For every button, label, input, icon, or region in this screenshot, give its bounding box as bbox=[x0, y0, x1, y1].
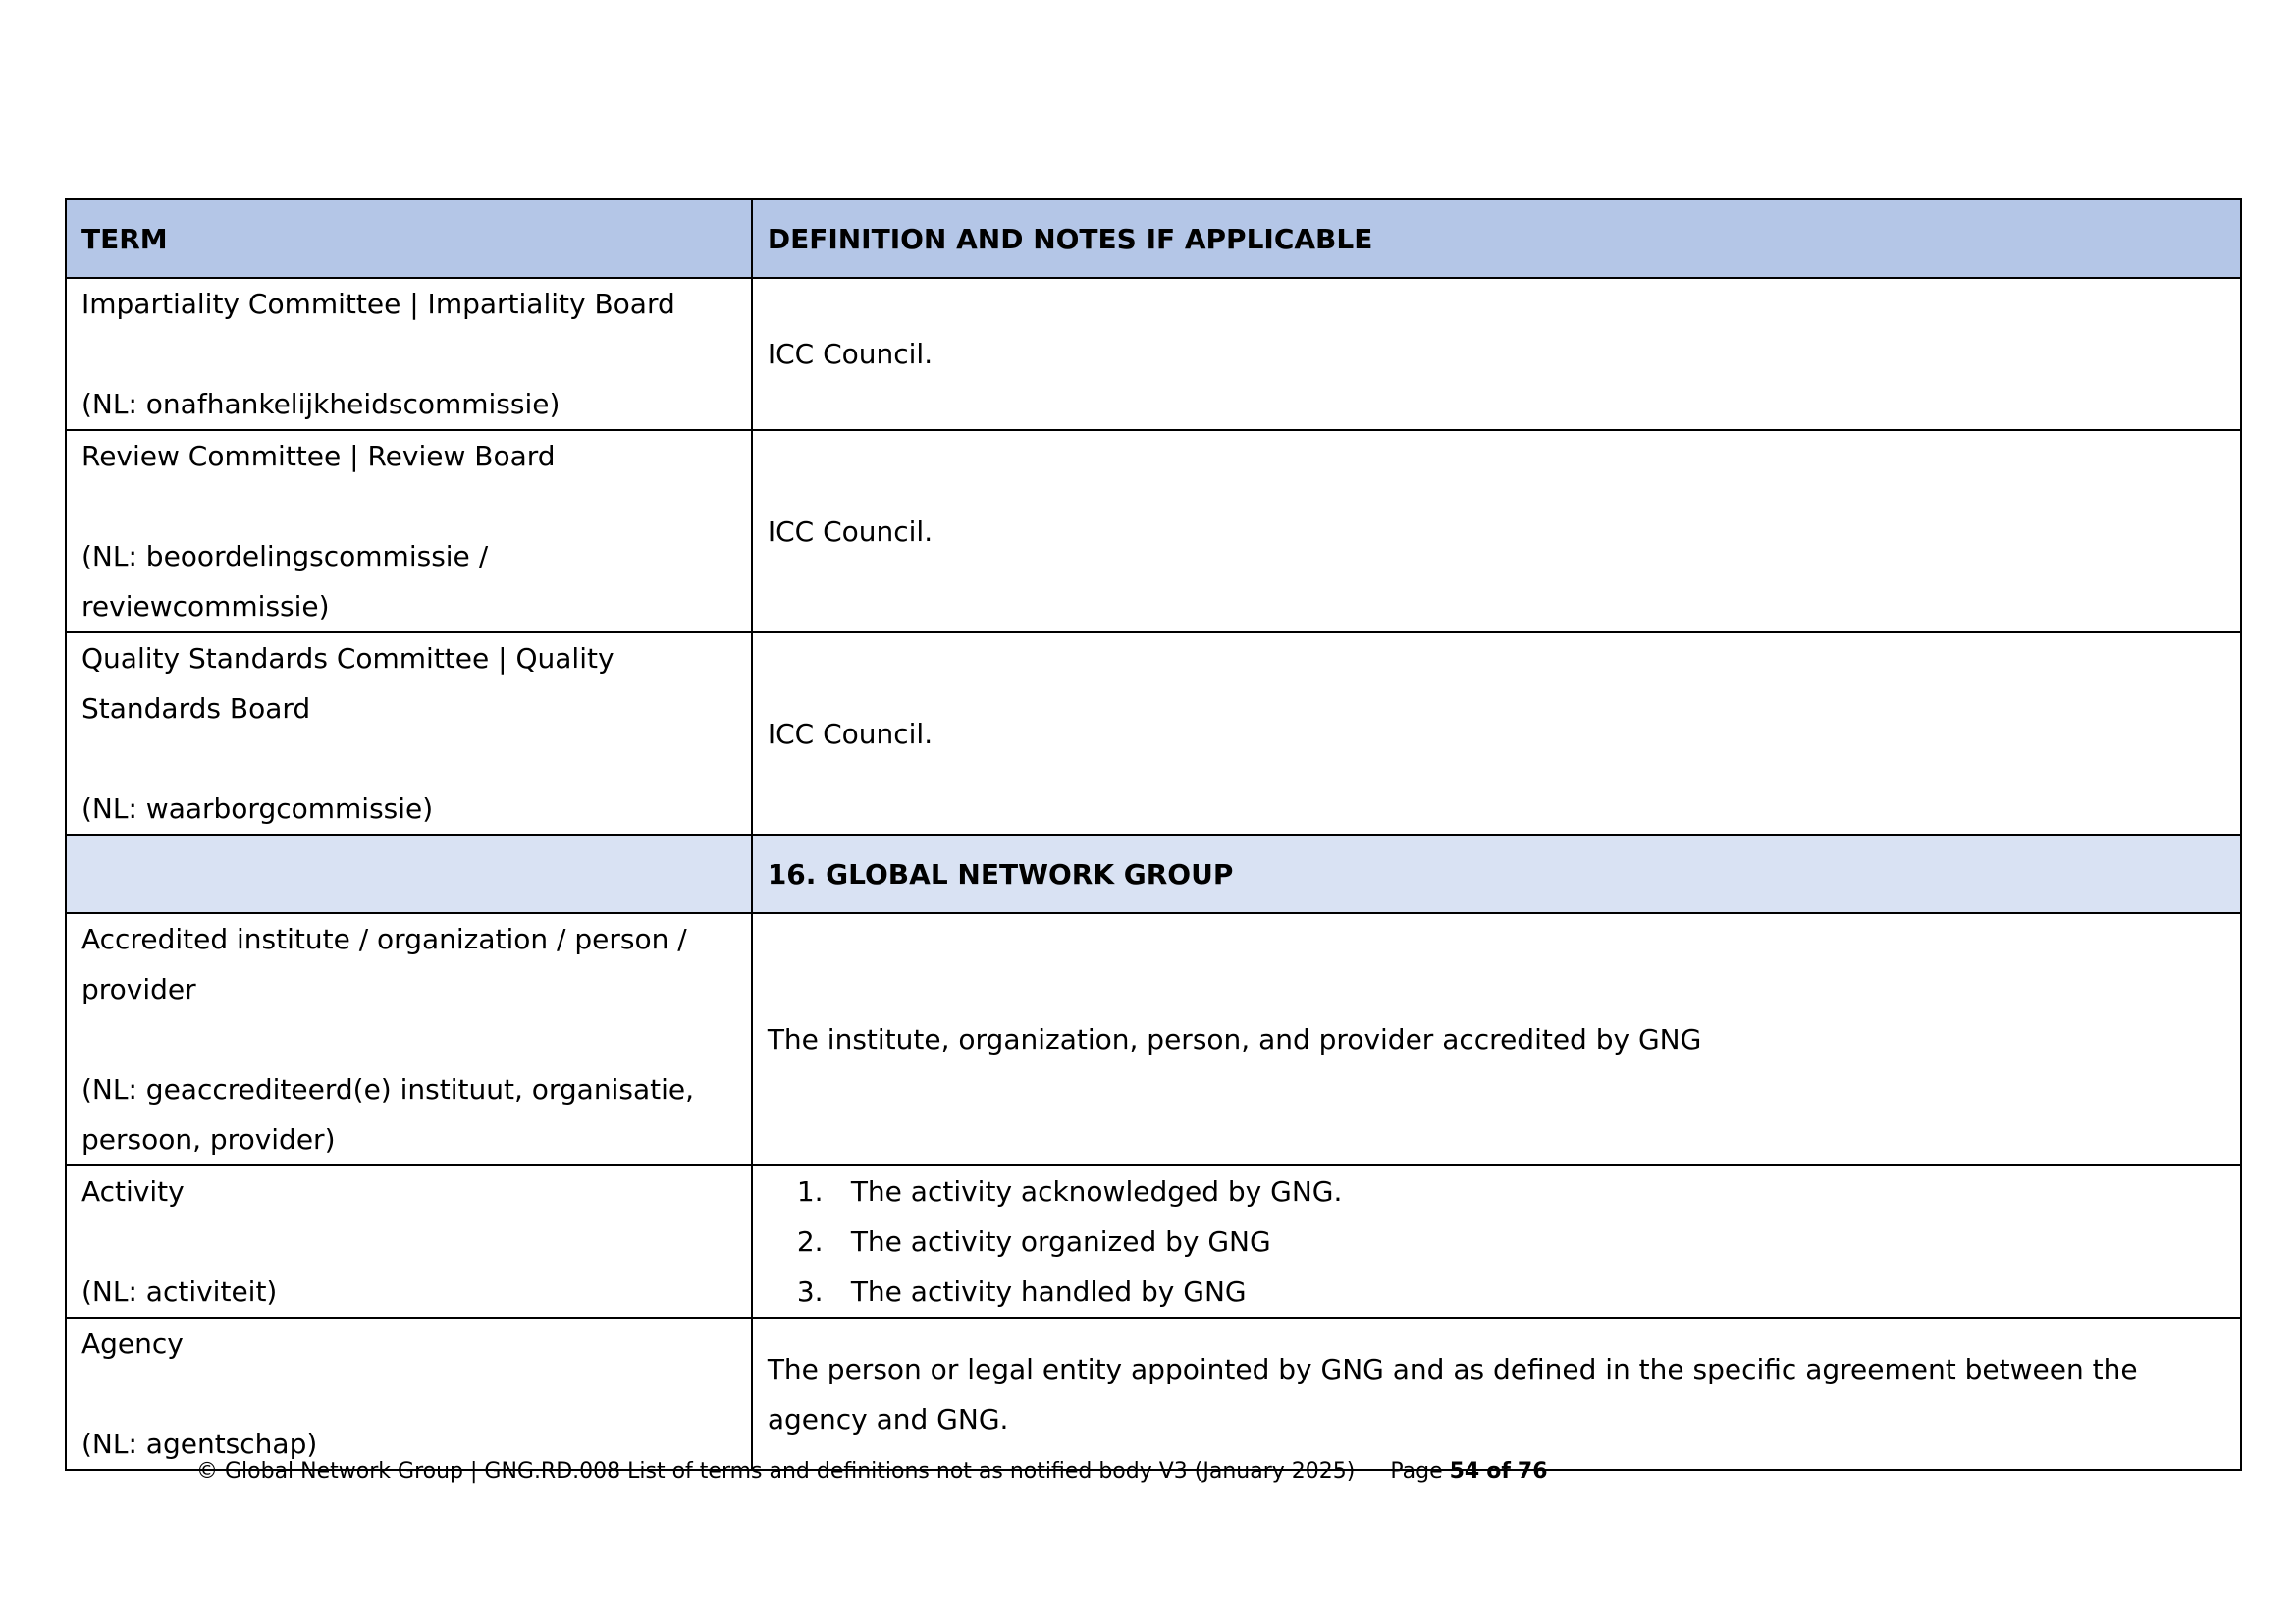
definition-cell: ICC Council. bbox=[752, 632, 2241, 835]
term-nl-cont: persoon, provider) bbox=[81, 1123, 336, 1156]
term-nl: (NL: beoordelingscommissie / reviewcommissie) bbox=[81, 540, 489, 623]
definition-cell bbox=[752, 1165, 2241, 1318]
footer-text: © Global Network Group | GNG.RD.008 List of terms and definitions not as notified body V3 (January 2025) bbox=[196, 1459, 1356, 1484]
term-text: Review Committee | Review Board bbox=[81, 440, 556, 472]
page-footer bbox=[196, 1459, 1548, 1484]
header-term: TERM bbox=[66, 199, 752, 278]
table-row bbox=[66, 1318, 2241, 1470]
definition-cell: ICC Council. bbox=[752, 278, 2241, 430]
definition-text-cont: agency and GNG. bbox=[767, 1402, 1009, 1435]
definition-text: The person or legal entity appointed by GNG and as defined in the specific agreement between the bbox=[767, 1352, 2138, 1385]
terms-table bbox=[65, 198, 2242, 1471]
page-total: 76 bbox=[1517, 1459, 1548, 1484]
page-current: 54 bbox=[1449, 1459, 1480, 1484]
term-cell bbox=[66, 913, 752, 1165]
definition-list bbox=[768, 1166, 2225, 1317]
term-text: Activity bbox=[81, 1175, 185, 1208]
term-cell bbox=[66, 278, 752, 430]
table-row bbox=[66, 278, 2241, 430]
list-item: 3. The activity handled by GNG bbox=[796, 1275, 1247, 1308]
definition-cell: ICC Council. bbox=[752, 430, 2241, 632]
of-label: of bbox=[1486, 1459, 1511, 1484]
term-text: Agency bbox=[81, 1327, 184, 1360]
table-header-row bbox=[66, 199, 2241, 278]
term-nl: (NL: agentschap) bbox=[81, 1428, 318, 1460]
term-text: Impartiality Committee | Impartiality Board bbox=[81, 288, 675, 320]
term-cell bbox=[66, 1165, 752, 1318]
term-text: Quality Standards Committee | Quality bbox=[81, 642, 614, 675]
section-term bbox=[66, 835, 752, 913]
table-row bbox=[66, 632, 2241, 835]
table-row bbox=[66, 1165, 2241, 1318]
list-item: 2. The activity organized by GNG bbox=[796, 1225, 1271, 1258]
term-cell bbox=[66, 430, 752, 632]
term-cell bbox=[66, 632, 752, 835]
table-row bbox=[66, 913, 2241, 1165]
term-text-cont: Standards Board bbox=[81, 692, 311, 725]
header-definition: DEFINITION AND NOTES IF APPLICABLE bbox=[752, 199, 2241, 278]
section-row bbox=[66, 835, 2241, 913]
table-row bbox=[66, 430, 2241, 632]
term-text: Accredited institute / organization / person / bbox=[81, 923, 687, 955]
term-text-cont: provider bbox=[81, 973, 196, 1005]
term-nl: (NL: onafhankelijkheidscommissie) bbox=[81, 388, 561, 420]
term-nl: (NL: geaccrediteerd(e) instituut, organisatie, bbox=[81, 1073, 694, 1106]
definition-cell: The institute, organization, person, and provider accredited by GNG bbox=[752, 913, 2241, 1165]
term-cell bbox=[66, 1318, 752, 1470]
list-item: 1. The activity acknowledged by GNG. bbox=[796, 1175, 1343, 1208]
term-nl: (NL: waarborgcommissie) bbox=[81, 792, 434, 825]
page-label: Page bbox=[1390, 1459, 1443, 1484]
term-nl: (NL: activiteit) bbox=[81, 1275, 278, 1308]
definition-cell bbox=[752, 1318, 2241, 1470]
section-title: 16. GLOBAL NETWORK GROUP bbox=[752, 835, 2241, 913]
